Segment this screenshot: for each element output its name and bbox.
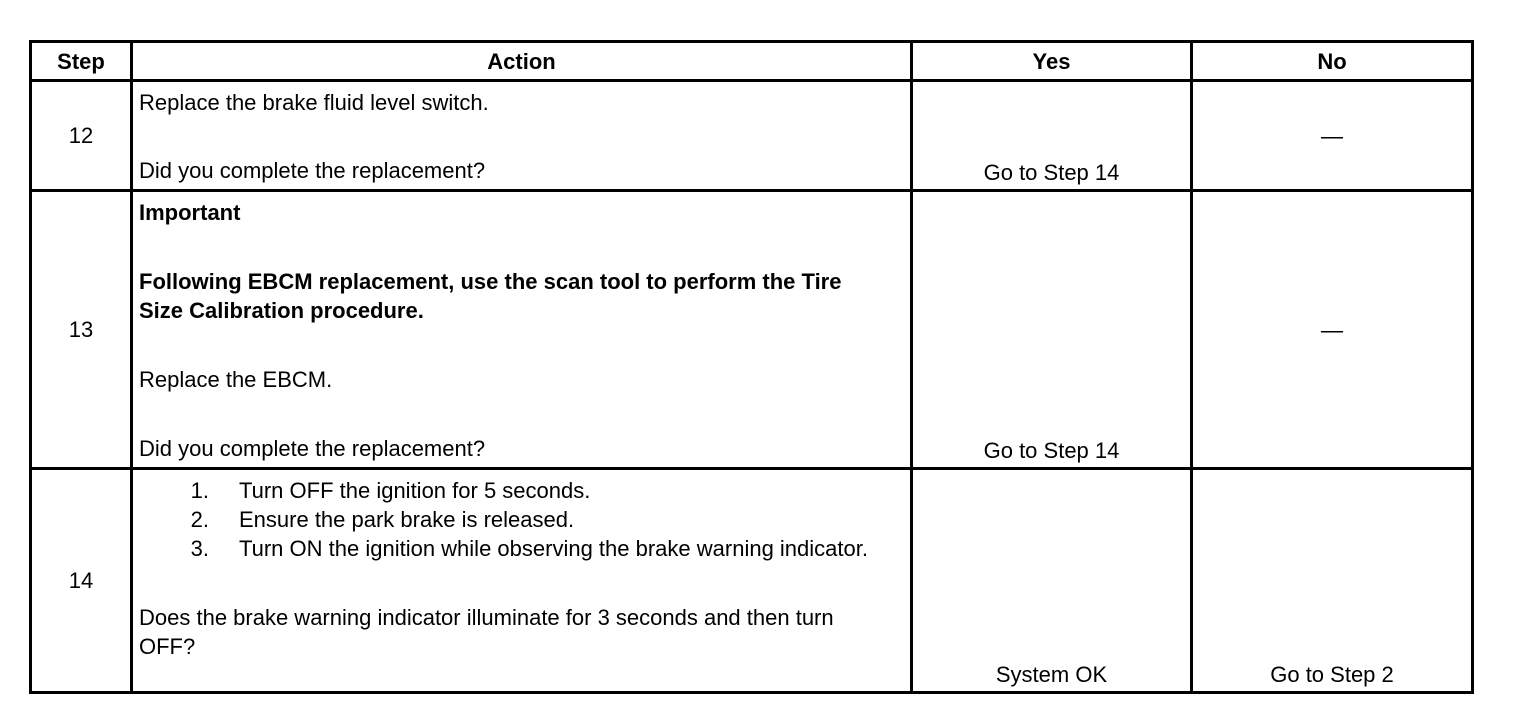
action-instruction: Replace the EBCM. [139,367,333,392]
header-row [31,42,1473,81]
no-cell [1192,191,1473,469]
action-cell [132,469,912,693]
yes-result: Go to Step 14 [983,438,1120,463]
action-question: Did you complete the replacement? [139,436,486,461]
header-action: Action [132,42,912,81]
list-item-text: Turn ON the ignition while observing the brake warning indicator. [239,536,868,561]
list-item-number: 2. [190,507,209,532]
list-item-number: 3. [190,536,209,561]
diagnostic-procedure-table [29,40,1474,694]
no-result: — [1321,123,1343,148]
action-question: Did you complete the replacement? [139,158,486,183]
important-label: Important [139,200,241,225]
action-cell [132,191,912,469]
list-item [139,476,904,505]
table-row-step-14 [31,469,1473,693]
step-number: 12 [31,81,132,191]
no-cell [1192,469,1473,693]
procedure-list [139,476,904,563]
step-number: 13 [31,191,132,469]
action-cell [132,81,912,191]
yes-result: Go to Step 14 [983,160,1120,185]
action-question: Does the brake warning indicator illuminate for 3 seconds and then turn OFF? [139,605,834,659]
yes-result: System OK [995,662,1108,687]
yes-cell [912,469,1192,693]
list-item-text: Turn OFF the ignition for 5 seconds. [239,478,591,503]
important-note: Following EBCM replacement, use the scan tool to perform the Tire Size Calibration procedure. [139,269,842,323]
list-item [139,505,904,534]
list-item [139,534,904,563]
list-item-text: Ensure the park brake is released. [239,507,575,532]
list-item-number: 1. [190,478,209,503]
header-step: Step [31,42,132,81]
yes-cell [912,191,1192,469]
step-number: 14 [31,469,132,693]
action-instruction: Replace the brake fluid level switch. [139,90,489,115]
table-row-step-13 [31,191,1473,469]
no-cell [1192,81,1473,191]
header-no: No [1192,42,1473,81]
table-row-step-12 [31,81,1473,191]
no-result: — [1321,317,1343,342]
header-yes: Yes [912,42,1192,81]
no-result: Go to Step 2 [1270,662,1394,687]
yes-cell [912,81,1192,191]
